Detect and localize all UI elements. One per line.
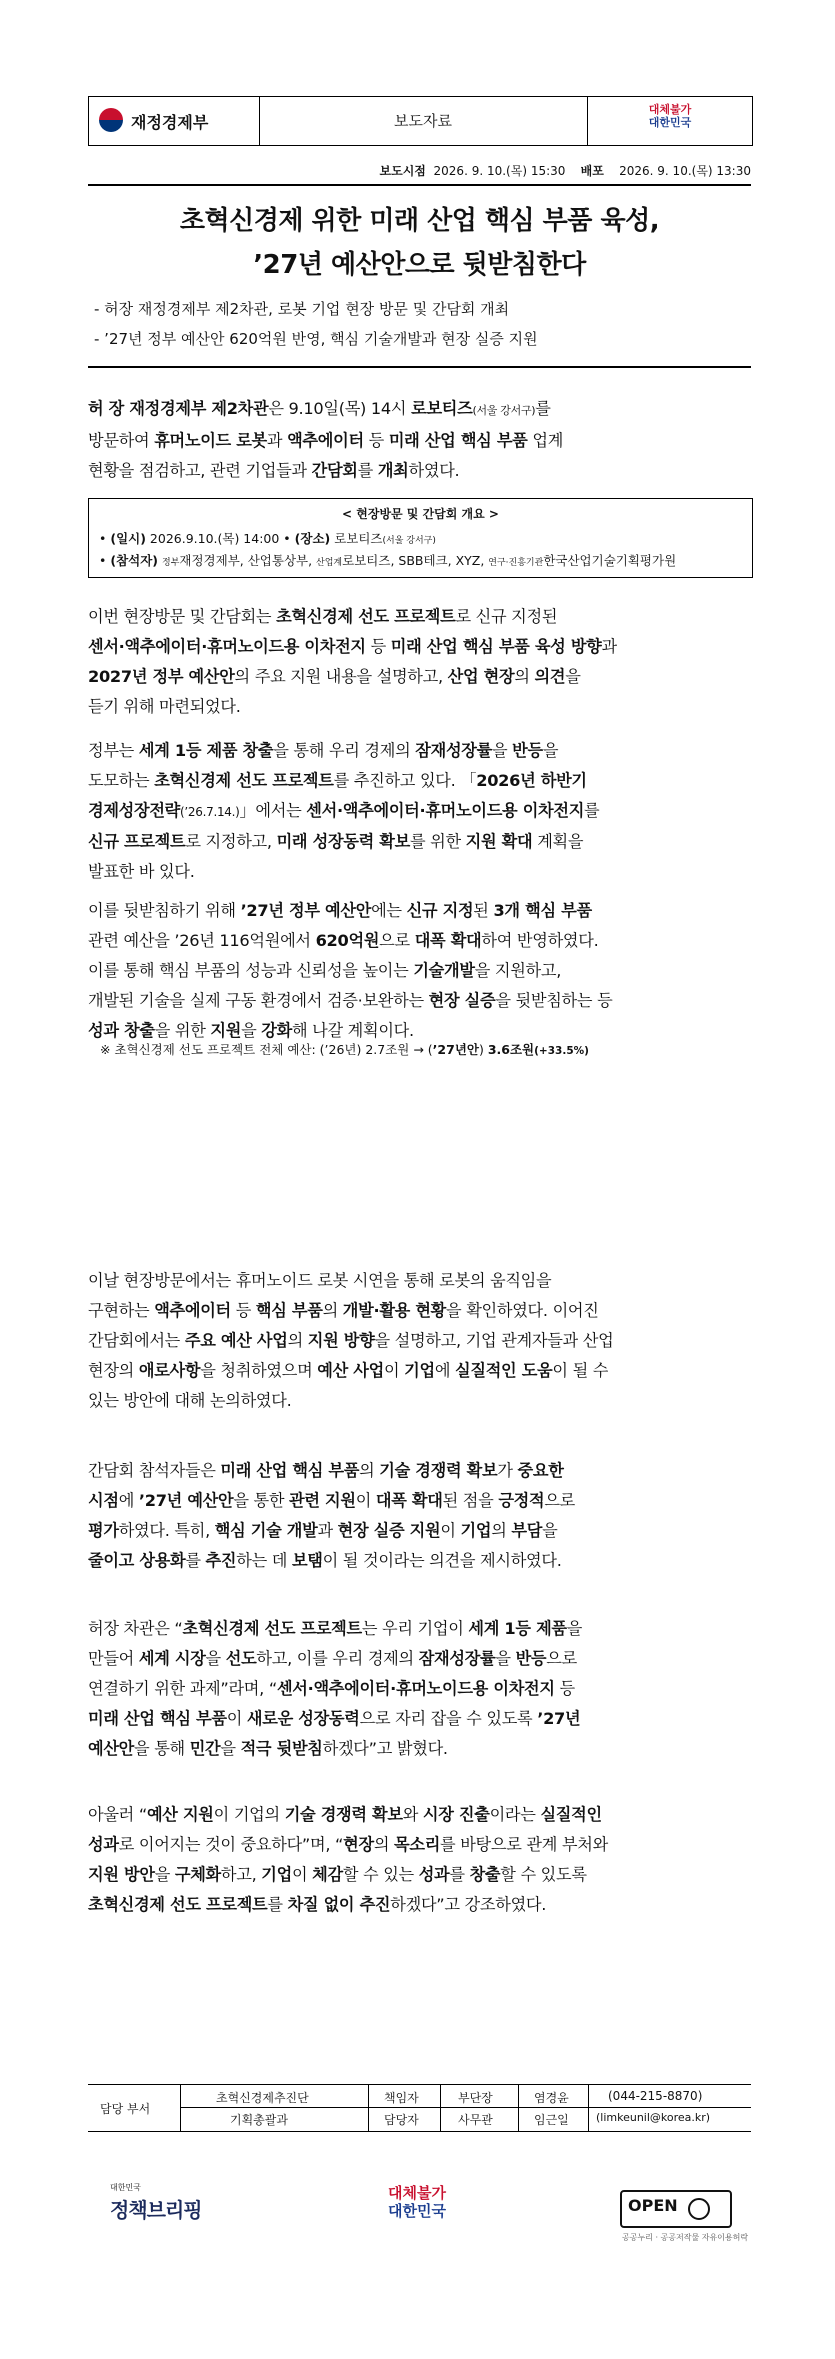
paragraph-line: 예산안을 통해 민간을 적극 뒷받침하겠다”고 밝혔다. [88,1739,448,1758]
paragraph-line: 도모하는 초혁신경제 선도 프로젝트를 추진하고 있다. 「2026년 하반기 [88,771,587,790]
paragraph-line: 만들어 세계 시장을 선도하고, 이를 우리 경제의 잠재성장률을 반등으로 [88,1649,577,1668]
row-divider [180,2107,751,2108]
paragraph-4 [88,896,751,1046]
paragraph-line: 현황을 점검하고, 관련 기업들과 간담회를 개최하였다. [88,461,460,480]
ministry-name: 재정경제부 [131,113,209,132]
paragraph-line: 허 장 재정경제부 제2차관은 9.10일(목) 14시 로보티즈(서울 강서구)를 [88,399,551,418]
slogan-bottom-line1: 대체불가 [388,2184,446,2202]
title-box [88,184,751,368]
col-divider [368,2085,369,2131]
paragraph-line: 성과로 이어지는 것이 중요하다”며, “현장의 목소리를 바탕으로 관계 부처와 [88,1835,608,1854]
kogl-open-logo [620,2190,732,2228]
contact-table [88,2084,751,2132]
resp-contact: (044-215-8870) [608,2089,703,2103]
release-times [300,162,751,179]
slogan-line2: 대한민국 [648,116,692,129]
resp-label: 책임자 [384,2091,419,2105]
slogan-bottom-line2: 대한민국 [388,2202,446,2220]
slogan-line1: 대체불가 [648,103,692,116]
paragraph-line: 발표한 바 있다. [88,862,195,881]
paragraph-7 [88,1614,751,1764]
paragraph-line: 초혁신경제 선도 프로젝트를 차질 없이 추진하겠다”고 강조하였다. [88,1895,547,1914]
distribution-value: 2026. 9. 10.(목) 13:30 [619,164,751,178]
paragraph-line: 관련 예산을 ’26년 116억원에서 620억원으로 대폭 확대하여 반영하였다. [88,931,599,950]
staff-contact: (limkeunil@korea.kr) [596,2111,711,2124]
dept-name-2: 기획총괄과 [230,2113,288,2127]
paragraph-line: 성과 창출을 위한 지원을 강화해 나갈 계획이다. [88,1021,414,1040]
staff-title: 사무관 [458,2113,493,2127]
col-divider [180,2085,181,2131]
paragraph-2 [88,602,751,722]
paragraph-6 [88,1456,751,1576]
paragraph-line: 경제성장전략(’26.7.14.)」에서는 센서·액추에이터·휴머노이드용 이차전지를 [88,801,600,820]
paragraph-line: 미래 산업 핵심 부품이 새로운 성장동력으로 자리 잡을 수 있도록 ’27년 [88,1709,581,1728]
paragraph-3 [88,736,751,887]
overview-attendees: • (참석자) 정부재정경제부, 산업통상부, 산업계로보티즈, SBB테크, XYZ, 연구·진흥기관한국산업기술기획평가원 [99,553,677,568]
paragraph-line: 정부는 세계 1등 제품 창출을 통해 우리 경제의 잠재성장률을 반등을 [88,741,559,760]
paragraph-line: 개발된 기술을 실제 구동 환경에서 검증·보완하는 현장 실증을 뒷받침하는 등 [88,991,613,1010]
paragraph-line: 이번 현장방문 및 간담회는 초혁신경제 선도 프로젝트로 신규 지정된 [88,607,558,626]
paragraph-line: 구현하는 액추에이터 등 핵심 부품의 개발·활용 현황을 확인하였다. 이어진 [88,1301,599,1320]
budget-note: ※ 초혁신경제 선도 프로젝트 전체 예산: (’26년) 2.7조원 → (’27년안) 3.6조원(+33.5%) [100,1042,589,1057]
overview-box [88,498,753,578]
dept-name-1: 초혁신경제추진단 [216,2091,309,2105]
paragraph-line: 2027년 정부 예산안의 주요 지원 내용을 설명하고, 산업 현장의 의견을 [88,667,581,686]
attribution-icon [688,2198,710,2220]
staff-label: 담당자 [384,2113,419,2127]
paragraph-line: 연결하기 위한 과제”라며, “센서·액추에이터·휴머노이드용 이차전지 등 [88,1679,575,1698]
paragraph-line: 듣기 위해 마련되었다. [88,697,241,716]
embargo-label: 보도시점 [379,164,426,178]
title-line1: 초혁신경제 위한 미래 산업 핵심 부품 육성, [179,206,660,236]
open-sub-label: 공공누리 · 공공저작물 자유이용허락 [622,2233,749,2242]
staff-name: 임근일 [534,2113,569,2127]
col-divider [518,2085,519,2131]
briefing-small-label: 대한민국 [110,2183,141,2192]
overview-schedule: • (일시) 2026.9.10.(목) 14:00 • (장소) 로보티즈(서울 강서구) [99,531,436,546]
doc-type: 보도자료 [259,97,588,145]
paragraph-line: 시점에 ’27년 예산안을 통한 관련 지원이 대폭 확대된 점을 긍정적으로 [88,1491,576,1510]
subtitle-1: - 허장 재정경제부 제2차관, 로봇 기업 현장 방문 및 간담회 개최 [94,300,510,318]
slogan-logo-bottom [372,2184,462,2220]
paragraph-line: 있는 방안에 대해 논의하였다. [88,1391,292,1410]
paragraph-line: 이를 뒷받침하기 위해 ’27년 정부 예산안에는 신규 지정된 3개 핵심 부품 [88,901,592,920]
paragraph-line: 방문하여 휴머노이드 로봇과 액추에이터 등 미래 산업 핵심 부품 업계 [88,431,564,450]
paragraph-line: 이를 통해 핵심 부품의 성능과 신뢰성을 높이는 기술개발을 지원하고, [88,961,562,980]
paragraph-line: 평가하였다. 특히, 핵심 기술 개발과 현장 실증 지원이 기업의 부담을 [88,1521,558,1540]
header-box [88,96,753,146]
title-line2: ’27년 예산안으로 뒷받침한다 [253,250,586,280]
paragraph-line: 현장의 애로사항을 청취하였으며 예산 사업이 기업에 실질적인 도움이 될 수 [88,1361,609,1380]
overview-title: < 현장방문 및 간담회 개요 > [342,507,499,521]
paragraph-line: 이날 현장방문에서는 휴머노이드 로봇 시연을 통해 로봇의 움직임을 [88,1271,552,1290]
paragraph-line: 허장 차관은 “초혁신경제 선도 프로젝트는 우리 기업이 세계 1등 제품을 [88,1619,583,1638]
slogan-logo [587,97,752,145]
paragraph-5 [88,1266,751,1416]
paragraph-line: 지원 방안을 구체화하고, 기업이 체감할 수 있는 성과를 창출할 수 있도록 [88,1865,587,1884]
embargo-value: 2026. 9. 10.(목) 15:30 [433,164,566,178]
ministry-logo [89,97,260,145]
subtitle-2: - ’27년 정부 예산안 620억원 반영, 핵심 기술개발과 현장 실증 지원 [94,330,538,348]
open-label: OPEN [628,2196,678,2215]
policy-briefing-logo: 정책브리핑 [110,2198,202,2222]
dept-label: 담당 부서 [100,2102,151,2116]
paragraph-1 [88,394,751,486]
paragraph-line: 신규 프로젝트로 지정하고, 미래 성장동력 확보를 위한 지원 확대 계획을 [88,832,584,851]
resp-name: 염경윤 [534,2091,569,2105]
paragraph-line: 간담회에서는 주요 예산 사업의 지원 방향을 설명하고, 기업 관계자들과 산업 [88,1331,614,1350]
distribution-label: 배포 [580,164,604,178]
paragraph-line: 아울러 “예산 지원이 기업의 기술 경쟁력 확보와 시장 진출이라는 실질적인 [88,1805,602,1824]
col-divider [588,2085,589,2131]
paragraph-line: 센서·액추에이터·휴머노이드용 이차전지 등 미래 산업 핵심 부품 육성 방향과 [88,637,617,656]
col-divider [440,2085,441,2131]
taegeuk-emblem-icon [99,108,123,132]
resp-title: 부단장 [458,2091,493,2105]
paragraph-line: 줄이고 상용화를 추진하는 데 보탬이 될 것이라는 의견을 제시하였다. [88,1551,562,1570]
paragraph-8 [88,1800,751,1920]
paragraph-line: 간담회 참석자들은 미래 산업 핵심 부품의 기술 경쟁력 확보가 중요한 [88,1461,564,1480]
